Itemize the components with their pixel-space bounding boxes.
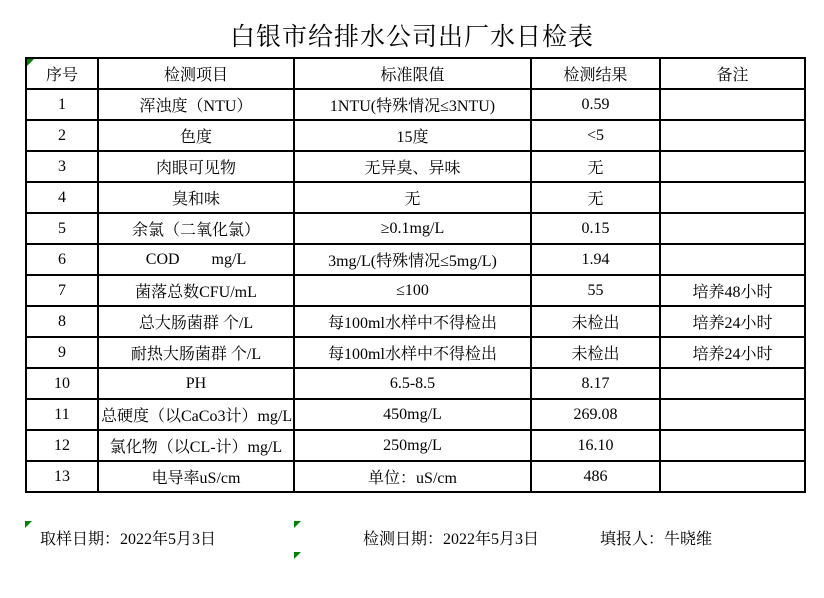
header-cell-no: 序号 bbox=[26, 58, 98, 89]
cell-result: 未检出 bbox=[531, 306, 660, 337]
table-row bbox=[26, 337, 805, 368]
cell-no: 2 bbox=[26, 120, 98, 151]
cell-limit: 1NTU(特殊情况≤3NTU) bbox=[294, 89, 531, 120]
cell-note bbox=[660, 461, 805, 492]
header-cell-limit: 标准限值 bbox=[294, 58, 531, 89]
cell-no: 10 bbox=[26, 368, 98, 399]
cell-item: 余氯（二氧化氯） bbox=[98, 213, 294, 244]
cell-item: 肉眼可见物 bbox=[98, 151, 294, 182]
cell-note: 培养24小时 bbox=[660, 337, 805, 368]
cell-note bbox=[660, 213, 805, 244]
table-row bbox=[26, 89, 805, 120]
cell-limit: 6.5-8.5 bbox=[294, 368, 531, 399]
cell-limit: 单位：uS/cm bbox=[294, 461, 531, 492]
cell-item: PH bbox=[98, 368, 294, 399]
cell-note: 培养48小时 bbox=[660, 275, 805, 306]
cell-result: <5 bbox=[531, 120, 660, 151]
cell-item: 耐热大肠菌群 个/L bbox=[98, 337, 294, 368]
cell-note bbox=[660, 151, 805, 182]
cell-result: 1.94 bbox=[531, 244, 660, 275]
cell-note bbox=[660, 182, 805, 213]
cell-no: 1 bbox=[26, 89, 98, 120]
cell-limit: 每100ml水样中不得检出 bbox=[294, 306, 531, 337]
cell-note bbox=[660, 89, 805, 120]
cell-result: 0.59 bbox=[531, 89, 660, 120]
cell-result: 未检出 bbox=[531, 337, 660, 368]
cell-item: 氯化物（以CL-计）mg/L bbox=[98, 430, 294, 461]
cell-result: 486 bbox=[531, 461, 660, 492]
cell-item: 色度 bbox=[98, 120, 294, 151]
table-row bbox=[26, 430, 805, 461]
header-cell-item: 检测项目 bbox=[98, 58, 294, 89]
cell-no: 3 bbox=[26, 151, 98, 182]
reporter-label: 填报人：牛晓维 bbox=[600, 531, 713, 548]
table-row bbox=[26, 368, 805, 399]
page-title: 白银市给排水公司出厂水日检表 bbox=[229, 24, 594, 51]
cell-result: 无 bbox=[531, 182, 660, 213]
cell-limit: ≤100 bbox=[294, 275, 531, 306]
cell-item: 总硬度（以CaCo3计）mg/L bbox=[98, 399, 294, 430]
cell-no: 4 bbox=[26, 182, 98, 213]
cell-note bbox=[660, 430, 805, 461]
daily-inspection-table bbox=[25, 57, 806, 493]
table-header-row bbox=[26, 58, 805, 89]
footer bbox=[0, 526, 824, 598]
cell-error-marker-icon bbox=[27, 59, 34, 66]
cell-item: 总大肠菌群 个/L bbox=[98, 306, 294, 337]
cell-limit: 每100ml水样中不得检出 bbox=[294, 337, 531, 368]
cell-item: 臭和味 bbox=[98, 182, 294, 213]
cell-no: 8 bbox=[26, 306, 98, 337]
cell-no: 13 bbox=[26, 461, 98, 492]
cell-note: 培养24小时 bbox=[660, 306, 805, 337]
cell-note bbox=[660, 368, 805, 399]
header-cell-note: 备注 bbox=[660, 58, 805, 89]
cell-item: 菌落总数CFU/mL bbox=[98, 275, 294, 306]
cell-note bbox=[660, 244, 805, 275]
cell-note bbox=[660, 120, 805, 151]
cell-no: 5 bbox=[26, 213, 98, 244]
cell-limit: 3mg/L(特殊情况≤5mg/L) bbox=[294, 244, 531, 275]
table-row bbox=[26, 461, 805, 492]
cell-result: 16.10 bbox=[531, 430, 660, 461]
table-row bbox=[26, 182, 805, 213]
cell-limit: 无异臭、异味 bbox=[294, 151, 531, 182]
cell-item: 电导率uS/cm bbox=[98, 461, 294, 492]
cell-result: 0.15 bbox=[531, 213, 660, 244]
cell-result: 269.08 bbox=[531, 399, 660, 430]
cell-result: 无 bbox=[531, 151, 660, 182]
cell-no: 9 bbox=[26, 337, 98, 368]
cell-item: COD mg/L bbox=[98, 244, 294, 275]
table-row bbox=[26, 399, 805, 430]
table-row bbox=[26, 120, 805, 151]
cell-result: 55 bbox=[531, 275, 660, 306]
cell-result: 8.17 bbox=[531, 368, 660, 399]
cell-no: 7 bbox=[26, 275, 98, 306]
cell-note bbox=[660, 399, 805, 430]
cell-no: 11 bbox=[26, 399, 98, 430]
table-row bbox=[26, 306, 805, 337]
table-row bbox=[26, 275, 805, 306]
cell-limit: 450mg/L bbox=[294, 399, 531, 430]
cell-limit: 无 bbox=[294, 182, 531, 213]
table-row bbox=[26, 213, 805, 244]
cell-limit: 250mg/L bbox=[294, 430, 531, 461]
cell-item: 浑浊度（NTU） bbox=[98, 89, 294, 120]
cell-limit: ≥0.1mg/L bbox=[294, 213, 531, 244]
table-row bbox=[26, 151, 805, 182]
cell-no: 6 bbox=[26, 244, 98, 275]
table-row bbox=[26, 244, 805, 275]
sampling-date-label: 取样日期：2022年5月3日 bbox=[40, 531, 217, 548]
header-cell-result: 检测结果 bbox=[531, 58, 660, 89]
cell-limit: 15度 bbox=[294, 120, 531, 151]
cell-no: 12 bbox=[26, 430, 98, 461]
test-date-label: 检测日期：2022年5月3日 bbox=[363, 531, 540, 548]
